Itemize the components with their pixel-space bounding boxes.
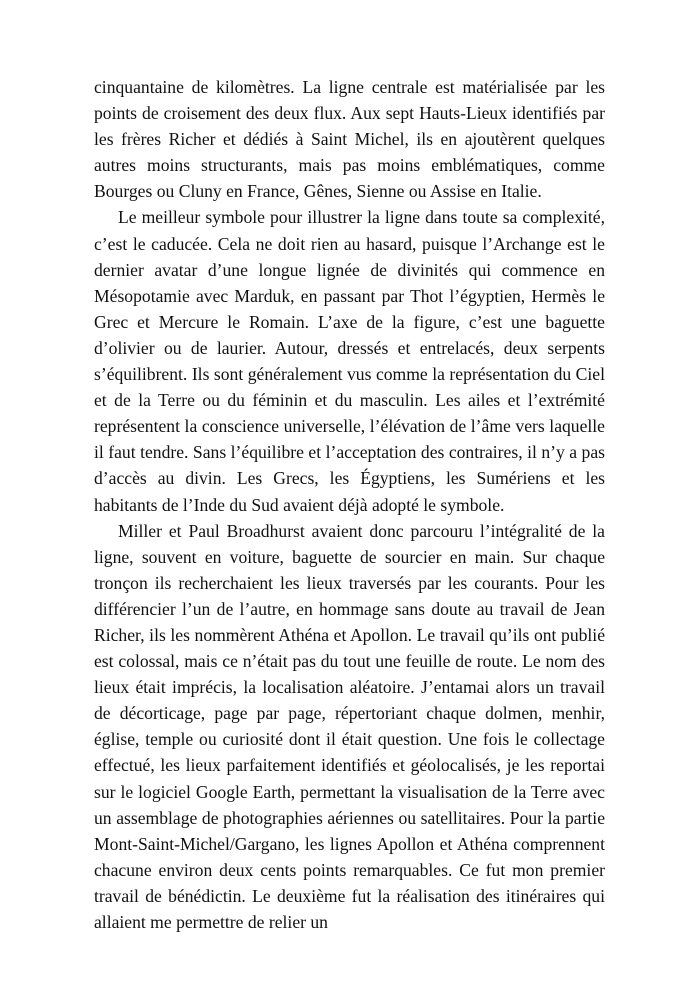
paragraph-3: Miller et Paul Broadhurst avaient donc parcouru l’intégralité de la ligne, souvent en voiture, baguette de sourcier en main. Sur chaque tronçon ils recherchaient les lieux traversés par les courants. Pour les différencier l’un de l’autre, en hommage sans doute au travail de Jean Richer, ils les nommèrent Athéna et Apollon. Le travail qu’ils ont publié est colossal, mais ce n’était pas du tout une feuille de route. Le nom des lieux était imprécis, la localisation aléatoire. J’entamai alors un travail de décorticage, page par page, répertoriant chaque dolmen, menhir, église, temple ou curiosité dont il était question. Une fois le collectage effectué, les lieux parfaitement identifiés et géolocalisés, je les reportai sur le logiciel Google Earth, permettant la visualisation de la Terre avec un assemblage de photographies aériennes ou satellitaires. Pour la partie Mont-Saint-Michel/Gargano, les lignes Apollon et Athéna comprennent chacune environ deux cents points remarquables. Ce fut mon premier travail de bénédictin. Le deuxième fut la réalisation des itinéraires qui allaient me permettre de relier un xyxy=(94,520,605,932)
paragraph-1: cinquantaine de kilomètres. La ligne centrale est matérialisée par les points de croisement des deux flux. Aux sept Hauts-Lieux identifiés par les frères Richer et dédiés à Saint Michel, ils en ajoutèrent quelques autres moins structurants, mais pas moins emblématiques, comme Bourges ou Cluny en France, Gênes, Sienne ou Assise en Italie. xyxy=(94,77,605,202)
page-body xyxy=(94,74,605,935)
paragraph-2: Le meilleur symbole pour illustrer la ligne dans toute sa complexité, c’est le caducée. Cela ne doit rien au hasard, puisque l’Archange est le dernier avatar d’une longue lignée de divinités qui commence en Mésopotamie avec Marduk, en passant par Thot l’égyptien, Hermès le Grec et Mercure le Romain. L’axe de la figure, c’est une baguette d’olivier ou de laurier. Autour, dressés et entrelacés, deux serpents s’équilibrent. Ils sont généralement vus comme la représentation du Ciel et de la Terre ou du féminin et du masculin. Les ailes et l’extrémité représentent la conscience universelle, l’élévation de l’âme vers laquelle il faut tendre. Sans l’équilibre et l’acceptation des contraires, il n’y a pas d’accès au divin. Les Grecs, les Égyptiens, les Sumériens et les habitants de l’Inde du Sud avaient déjà adopté le symbole. xyxy=(94,207,605,515)
